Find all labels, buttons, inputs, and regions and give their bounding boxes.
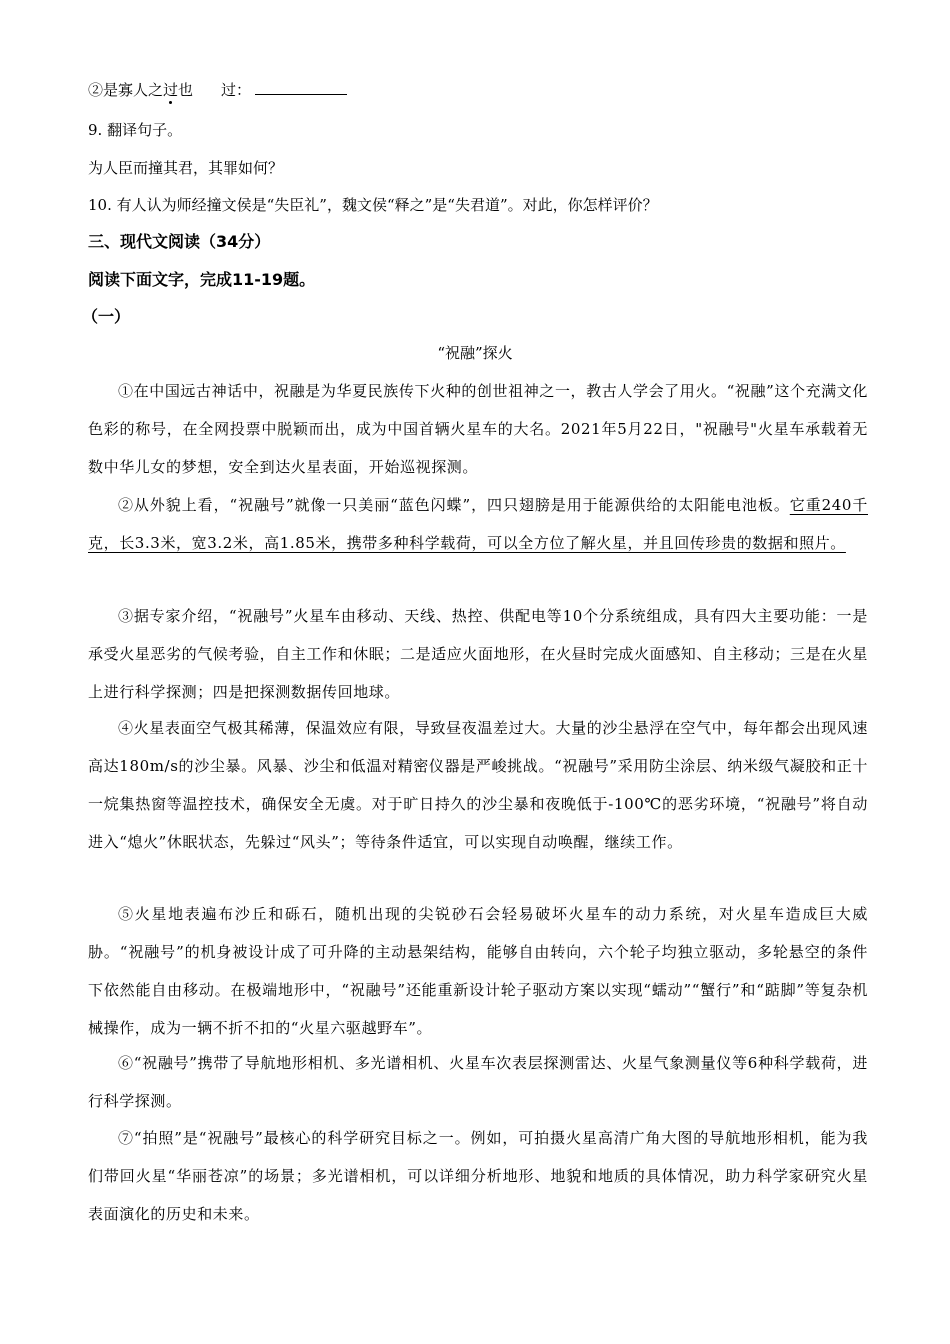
article-paragraph-5: ⑤火星地表遍布沙丘和砾石，随机出现的尖锐砂石会轻易破坏火星车的动力系统，对火星车造成巨大威胁。“祝融号”的机身被设计成了可升降的主动悬架结构，能够自由转向，六个轮子均独立驱动，多轮悬空的条件下依然能自由移动。在极端地形中，“祝融号”还能重新设计轮子驱动方案以实现“蠕动”“蟹行”和“踮脚”等复杂机械操作，成为一辆不折不扣的“火星六驱越野车”。	[88, 905, 868, 1037]
article-paragraph-1: ①在中国远古神话中，祝融是为华夏民族传下火种的创世祖神之一，教古人学会了用火。“祝融”这个充满文化色彩的称号，在全网投票中脱颖而出，成为中国首辆火星车的大名。2021年5月22日，"祝融号"火星车承载着无数中华儿女的梦想，安全到达火星表面，开始巡视探测。	[88, 382, 868, 476]
section-heading: 三、现代文阅读（34分）	[88, 232, 271, 251]
question-8-item-2	[88, 80, 347, 100]
paragraph-2-text: ②从外貌上看，“祝融号”就像一只美丽“蓝色闪蝶”，四只翅膀是用于能源供给的太阳能电池板。	[118, 496, 790, 514]
article-paragraph-2	[88, 486, 868, 562]
question-10: 10. 有人认为师经撞文侯是“失臣礼”，魏文侯“释之”是“失君道”。对此，你怎样评价？	[88, 196, 658, 214]
q8-item2-label: 过：	[221, 81, 252, 99]
article-paragraph-4: ④火星表面空气极其稀薄，保温效应有限，导致昼夜温差过大。大量的沙尘悬浮在空气中，每年都会出现风速高达180m/s的沙尘暴。风暴、沙尘和低温对精密仪器是严峻挑战。“祝融号”采用防尘涂层、纳米级气凝胶和正十一烷集热窗等温控技术，确保安全无虞。对于旷日持久的沙尘暴和夜晚低于-100℃的恶劣环境，“祝融号”将自动进入“熄火”休眠状态，先躲过“风头”；等待条件适宜，可以实现自动唤醒，继续工作。	[88, 719, 868, 851]
question-9-sentence: 为人臣而撞其君，其罪如何？	[88, 159, 284, 177]
article-paragraph-3: ③据专家介绍，“祝融号”火星车由移动、天线、热控、供配电等10个分系统组成，具有四大主要功能：一是承受火星恶劣的气候考验，自主工作和休眠；二是适应火面地形，在火昼时完成火面感知、自主移动；三是在火星上进行科学探测；四是把探测数据传回地球。	[88, 607, 869, 701]
answer-blank[interactable]	[255, 80, 347, 95]
article-paragraph-6: ⑥“祝融号”携带了导航地形相机、多光谱相机、火星车次表层探测雷达、火星气象测量仪等6种科学载荷，进行科学探测。	[88, 1054, 868, 1110]
paragraph-2-underlined-text: 它重240千克，长3.3米，宽3.2米，高1.85米，携带多种科学载荷，可以全方位了解火星，并且回传珍贵的数据和照片。	[88, 496, 868, 552]
section-instruction: 阅读下面文字，完成11-19题。	[88, 270, 316, 289]
question-9-title: 9. 翻译句子。	[88, 121, 183, 139]
article-title: “祝融”探火	[437, 344, 513, 362]
q8-item2-prefix: ②是寡人之	[88, 81, 164, 99]
q8-item2-suffix: 也	[178, 81, 194, 99]
article-paragraph-7: ⑦“拍照”是“祝融号”最核心的科学研究目标之一。例如，可拍摄火星高清广角大图的导航地形相机，能为我们带回火星“华丽苍凉”的场景；多光谱相机，可以详细分析地形、地貌和地质的具体情况，助力科学家研究火星表面演化的历史和未来。	[88, 1129, 868, 1223]
q8-item2-dotted-char: 过	[163, 81, 179, 99]
section-part-label: （一）	[82, 307, 131, 326]
